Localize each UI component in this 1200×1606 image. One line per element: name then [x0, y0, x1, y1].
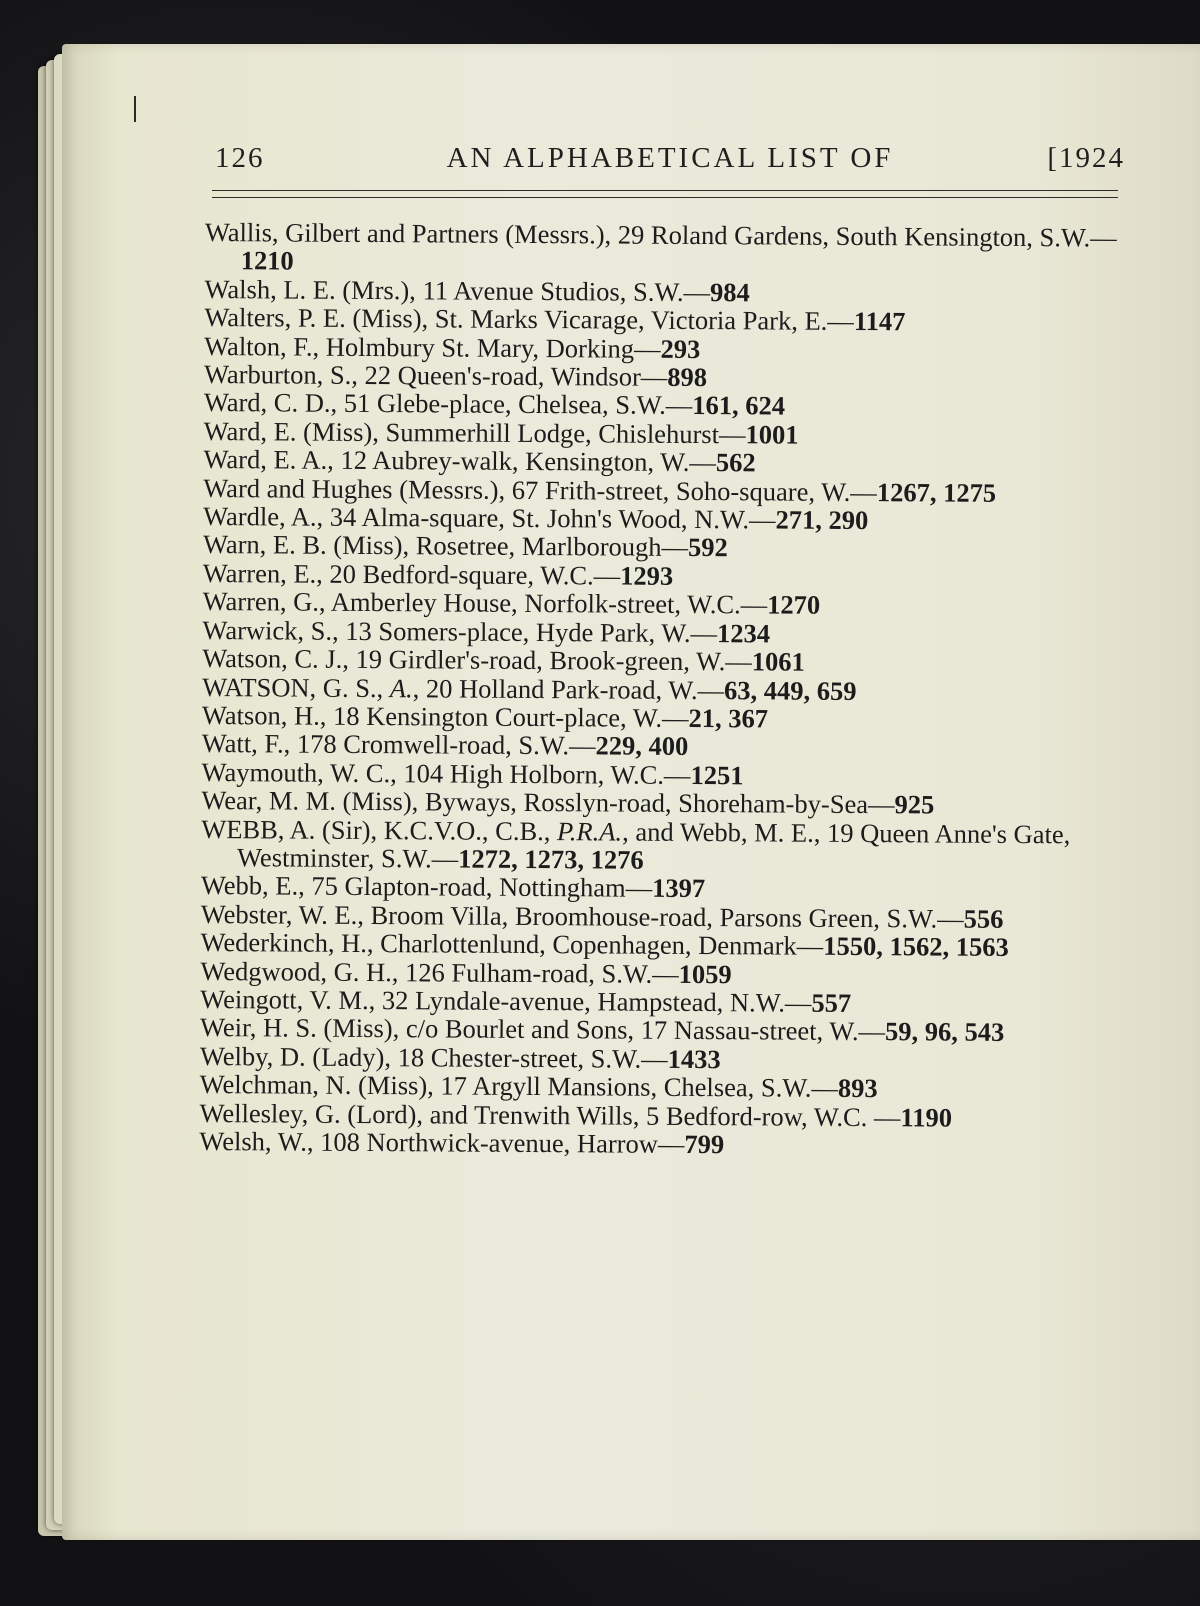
- entry-name: Webb, E.,: [200, 870, 305, 901]
- entry-refs: 1251: [690, 759, 744, 791]
- entry-address: Byways, Rosslyn-road, Shoreham-by-Sea—: [424, 786, 895, 820]
- entry-name: Warn, E. B. (Miss),: [202, 529, 410, 561]
- margin-mark: [134, 96, 136, 122]
- entry-refs: 1267, 1275: [876, 476, 997, 508]
- entry-list: [199, 218, 1140, 1161]
- header-double-rule: [212, 190, 1118, 198]
- entry-refs: 161, 624: [692, 390, 786, 421]
- entry-refs: 799: [684, 1128, 725, 1160]
- entry-address: 67 Frith-street, Soho-square, W.—: [511, 474, 877, 507]
- entry-address: , 20 Holland Park-road, W.—: [412, 672, 725, 705]
- entry-address: Rosetree, Marlborough—: [415, 530, 689, 563]
- entry-name: Ward, C. D.,: [203, 387, 338, 419]
- entry-name: Ward and Hughes (Messrs.),: [203, 472, 506, 505]
- entry-name: Watt, F.,: [201, 728, 291, 759]
- entry-address: and Trenwith Wills, 5 Bedford-row, W.C. —: [429, 1098, 901, 1132]
- entry-refs: 592: [688, 532, 728, 563]
- entry-name: Welby, D. (Lady),: [199, 1040, 392, 1072]
- entry-refs: 1272, 1273, 1276: [458, 843, 644, 875]
- entry-name: WEBB, A. (Sir), K.C.V.O., C.B.,: [201, 813, 551, 846]
- entry-name: Waymouth, W. C.,: [201, 756, 397, 788]
- entry-address: 18 Kensington Court-place, W.—: [332, 700, 689, 733]
- entry-name: Wederkinch, H.,: [200, 927, 374, 959]
- entry-address: 126 Fulham-road, S.W.—: [405, 956, 679, 989]
- entry-title: P.R.A.: [557, 815, 623, 847]
- entry-address: 29 Roland Gardens, South Kensington, S.W.—: [617, 219, 1117, 253]
- entry-refs: 293: [660, 333, 701, 364]
- entry-address: 34 Alma-square, St. John's Wood, N.W.—: [329, 501, 776, 535]
- entry-name: Webster, W. E.,: [200, 898, 364, 930]
- entry-address: 13 Somers-place, Hyde Park, W.—: [345, 615, 718, 648]
- entry-refs: 63, 449, 659: [723, 674, 857, 706]
- entry-name: Warwick, S.,: [202, 614, 339, 646]
- entry-address: 108 Northwick-avenue, Harrow—: [320, 1126, 685, 1159]
- entry-address: c/o Bourlet and Sons, 17 Nassau-street, W.—: [405, 1013, 886, 1047]
- entry-refs: 1550, 1562, 1563: [823, 930, 1009, 963]
- entry-address: 12 Aubrey-walk, Kensington, W.—: [340, 445, 716, 478]
- list-item: [205, 218, 1140, 281]
- entry-name: Wardle, A.,: [203, 501, 324, 532]
- entry-refs: 1059: [678, 958, 732, 989]
- list-item: [201, 815, 1136, 878]
- entry-address: Holmbury St. Mary, Dorking—: [325, 331, 661, 364]
- entry-name: Welchman, N. (Miss),: [199, 1069, 434, 1101]
- entry-name: Wellesley, G. (Lord),: [199, 1097, 424, 1129]
- entry-name: Ward, E. (Miss),: [203, 415, 380, 447]
- entry-name: Watson, C. J.,: [202, 643, 349, 674]
- entry-address: 104 High Holborn, W.C.—: [403, 757, 691, 790]
- entry-refs: 1147: [853, 306, 906, 337]
- entry-refs: 1210: [240, 245, 294, 276]
- entry-address: 11 Avenue Studios, S.W.—: [422, 275, 711, 307]
- entry-name: Warren, G.,: [202, 586, 326, 618]
- entry-refs: 1433: [667, 1043, 721, 1074]
- entry-name: Walters, P. E. (Miss),: [204, 302, 429, 334]
- entry-refs: 984: [709, 276, 750, 308]
- entry-refs: 556: [963, 903, 1004, 934]
- entry-refs: 562: [715, 447, 756, 478]
- year-marker: [1924: [1047, 142, 1125, 174]
- entry-name: Weingott, V. M.,: [200, 983, 376, 1016]
- entry-refs: 925: [894, 789, 935, 820]
- entry-refs: 1234: [716, 617, 771, 649]
- entry-refs: 557: [811, 987, 852, 1018]
- running-head: [215, 142, 1125, 182]
- entry-address: Broom Villa, Broomhouse-road, Parsons Green, S.W.—: [370, 899, 964, 934]
- entry-address: 18 Chester-street, S.W.—: [397, 1041, 668, 1074]
- entry-refs: 1270: [767, 589, 821, 621]
- entry-address: Charlottenlund, Copenhagen, Denmark—: [380, 928, 824, 961]
- entry-refs: 271, 290: [775, 504, 869, 536]
- entry-address: Amberley House, Norfolk-street, W.C.—: [330, 587, 768, 620]
- entry-name: Wear, M. M. (Miss),: [201, 785, 419, 817]
- entry-address: 32 Lyndale-avenue, Hampstead, N.W.—: [381, 985, 812, 1018]
- entry-refs: 1190: [900, 1101, 953, 1133]
- entry-refs: 21, 367: [688, 702, 769, 734]
- entry-name: Wedgwood, G. H.,: [200, 955, 399, 987]
- entry-address: St. Marks Vicarage, Victoria Park, E.—: [434, 303, 854, 337]
- entry-refs: 1001: [745, 419, 799, 450]
- entry-title: A.: [389, 672, 413, 703]
- entry-name: Wallis, Gilbert and Partners (Messrs.),: [204, 217, 612, 250]
- entry-address: 22 Queen's-road, Windsor—: [364, 360, 668, 392]
- entry-name: Warburton, S.,: [203, 359, 359, 390]
- entry-refs: 229, 400: [595, 730, 689, 762]
- list-item: [199, 1127, 1134, 1161]
- entry-address: 17 Argyll Mansions, Chelsea, S.W.—: [440, 1070, 839, 1104]
- entry-address: Summerhill Lodge, Chislehurst—: [385, 416, 746, 450]
- entry-refs: 898: [667, 361, 708, 393]
- entry-name: Warren, E.,: [202, 557, 323, 589]
- entry-refs: 1397: [652, 873, 706, 904]
- entry-name: WATSON, G. S.,: [202, 671, 384, 703]
- entry-refs: 893: [837, 1073, 878, 1104]
- entry-name: Walton, F.,: [204, 330, 320, 362]
- entry-address: 75 Glapton-road, Nottingham—: [311, 871, 653, 904]
- entry-name: Walsh, L. E. (Mrs.),: [204, 273, 416, 306]
- entry-name: Weir, H. S. (Miss),: [199, 1012, 400, 1044]
- entry-refs: 59, 96, 543: [884, 1016, 1005, 1048]
- entry-address: , and Webb, M. E., 19 Queen Anne's Gate, Westminster, S.W.—: [237, 816, 1071, 874]
- entry-refs: 1061: [751, 646, 805, 677]
- page-title: AN ALPHABETICAL LIST OF: [446, 142, 894, 174]
- entry-address: 178 Cromwell-road, S.W.—: [296, 728, 596, 761]
- page-number: 126: [215, 142, 265, 174]
- entry-name: Welsh, W.,: [199, 1125, 314, 1157]
- entry-name: Watson, H.,: [201, 699, 327, 731]
- entry-name: Ward, E. A.,: [203, 444, 334, 476]
- entry-refs: 1293: [620, 560, 674, 591]
- entry-address: 51 Glebe-place, Chelsea, S.W.—: [343, 388, 693, 421]
- entry-address: 19 Girdler's-road, Brook-green, W.—: [355, 644, 752, 677]
- entry-address: 20 Bedford-square, W.C.—: [329, 558, 621, 591]
